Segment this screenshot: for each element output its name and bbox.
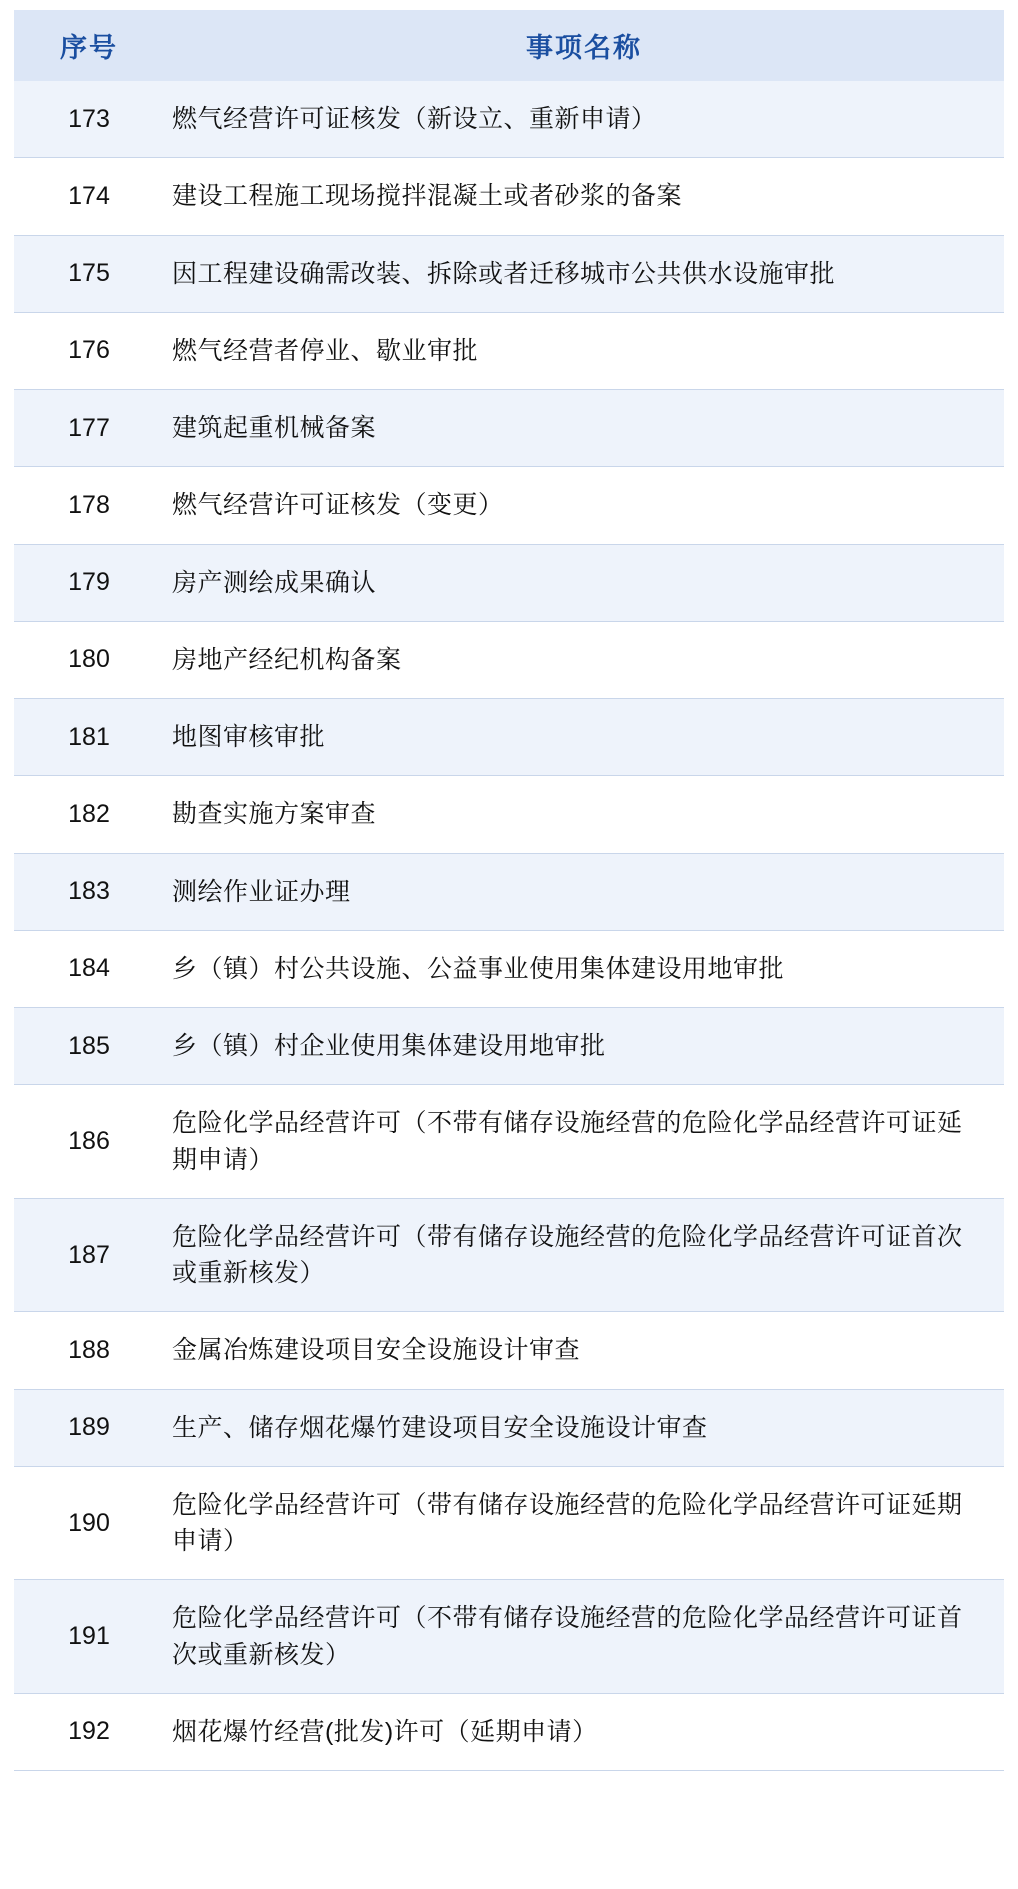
row-item-name-cell: 建设工程施工现场搅拌混凝土或者砂浆的备案 xyxy=(164,158,1004,235)
table-row xyxy=(14,930,1004,1007)
table-row xyxy=(14,1693,1004,1770)
row-index-cell: 184 xyxy=(14,930,164,1007)
row-item-name-cell: 烟花爆竹经营(批发)许可（延期申请） xyxy=(164,1693,1004,1770)
table-row xyxy=(14,699,1004,776)
row-item-name-cell: 危险化学品经营许可（带有储存设施经营的危险化学品经营许可证首次或重新核发） xyxy=(164,1198,1004,1312)
row-item-name-cell: 房地产经纪机构备案 xyxy=(164,621,1004,698)
table-body xyxy=(14,81,1004,1771)
table-row xyxy=(14,1008,1004,1085)
table-row xyxy=(14,81,1004,158)
row-index-cell: 176 xyxy=(14,312,164,389)
row-item-name-cell: 生产、储存烟花爆竹建设项目安全设施设计审查 xyxy=(164,1389,1004,1466)
row-item-name-cell: 危险化学品经营许可（不带有储存设施经营的危险化学品经营许可证首次或重新核发） xyxy=(164,1580,1004,1694)
row-index-cell: 179 xyxy=(14,544,164,621)
table-row xyxy=(14,312,1004,389)
row-index-cell: 186 xyxy=(14,1085,164,1199)
row-item-name-cell: 金属冶炼建设项目安全设施设计审查 xyxy=(164,1312,1004,1389)
table-row xyxy=(14,544,1004,621)
row-index-cell: 177 xyxy=(14,390,164,467)
row-item-name-cell: 危险化学品经营许可（不带有储存设施经营的危险化学品经营许可证延期申请） xyxy=(164,1085,1004,1199)
row-item-name-cell: 燃气经营者停业、歇业审批 xyxy=(164,312,1004,389)
table-row xyxy=(14,1580,1004,1694)
row-item-name-cell: 乡（镇）村公共设施、公益事业使用集体建设用地审批 xyxy=(164,930,1004,1007)
row-index-cell: 190 xyxy=(14,1466,164,1580)
row-item-name-cell: 勘查实施方案审查 xyxy=(164,776,1004,853)
row-item-name-cell: 燃气经营许可证核发（变更） xyxy=(164,467,1004,544)
row-index-cell: 192 xyxy=(14,1693,164,1770)
table-row xyxy=(14,621,1004,698)
row-item-name-cell: 建筑起重机械备案 xyxy=(164,390,1004,467)
row-item-name-cell: 危险化学品经营许可（带有储存设施经营的危险化学品经营许可证延期申请） xyxy=(164,1466,1004,1580)
table-row xyxy=(14,467,1004,544)
column-header-index: 序号 xyxy=(14,12,164,81)
row-index-cell: 181 xyxy=(14,699,164,776)
row-item-name-cell: 乡（镇）村企业使用集体建设用地审批 xyxy=(164,1008,1004,1085)
row-index-cell: 187 xyxy=(14,1198,164,1312)
row-item-name-cell: 燃气经营许可证核发（新设立、重新申请） xyxy=(164,81,1004,158)
table-row xyxy=(14,1085,1004,1199)
table-row xyxy=(14,1466,1004,1580)
row-index-cell: 183 xyxy=(14,853,164,930)
table-row xyxy=(14,158,1004,235)
row-index-cell: 180 xyxy=(14,621,164,698)
row-index-cell: 185 xyxy=(14,1008,164,1085)
row-index-cell: 191 xyxy=(14,1580,164,1694)
column-header-name: 事项名称 xyxy=(164,12,1004,81)
row-index-cell: 178 xyxy=(14,467,164,544)
row-item-name-cell: 因工程建设确需改装、拆除或者迁移城市公共供水设施审批 xyxy=(164,235,1004,312)
table-row xyxy=(14,235,1004,312)
row-item-name-cell: 地图审核审批 xyxy=(164,699,1004,776)
row-index-cell: 173 xyxy=(14,81,164,158)
table-row xyxy=(14,853,1004,930)
row-index-cell: 182 xyxy=(14,776,164,853)
table-header xyxy=(14,12,1004,81)
row-index-cell: 189 xyxy=(14,1389,164,1466)
row-item-name-cell: 房产测绘成果确认 xyxy=(164,544,1004,621)
table-row xyxy=(14,1389,1004,1466)
table-header-row xyxy=(14,12,1004,81)
table-row xyxy=(14,1312,1004,1389)
table-row xyxy=(14,390,1004,467)
table-row xyxy=(14,776,1004,853)
row-index-cell: 188 xyxy=(14,1312,164,1389)
row-item-name-cell: 测绘作业证办理 xyxy=(164,853,1004,930)
administrative-items-table xyxy=(14,12,1004,1771)
row-index-cell: 175 xyxy=(14,235,164,312)
row-index-cell: 174 xyxy=(14,158,164,235)
table-row xyxy=(14,1198,1004,1312)
